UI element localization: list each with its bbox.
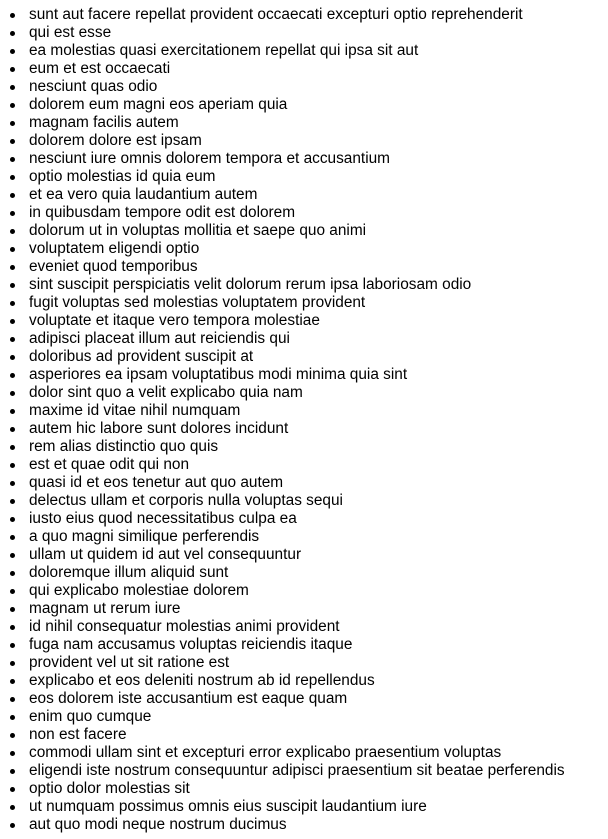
list-item <box>29 672 608 690</box>
list-item <box>29 618 608 636</box>
bullet-icon <box>10 247 15 252</box>
post-title: adipisci placeat illum aut reiciendis qui <box>29 330 290 347</box>
bullet-icon <box>10 715 15 720</box>
post-title: magnam facilis autem <box>29 114 179 131</box>
bullet-icon <box>10 265 15 270</box>
bullet-icon <box>10 229 15 234</box>
bullet-icon <box>10 823 15 828</box>
post-title: fuga nam accusamus voluptas reiciendis itaque <box>29 636 353 653</box>
list-item <box>29 600 608 618</box>
list-item <box>29 456 608 474</box>
list-item <box>29 132 608 150</box>
bullet-icon <box>10 535 15 540</box>
bullet-icon <box>10 409 15 414</box>
post-title: sunt aut facere repellat provident occaecati excepturi optio reprehenderit <box>29 6 523 23</box>
bullet-icon <box>10 553 15 558</box>
bullet-icon <box>10 733 15 738</box>
bullet-icon <box>10 625 15 630</box>
bullet-icon <box>10 697 15 702</box>
post-title: nesciunt iure omnis dolorem tempora et accusantium <box>29 150 390 167</box>
post-title: ullam ut quidem id aut vel consequuntur <box>29 546 302 563</box>
list-item <box>29 150 608 168</box>
bullet-icon <box>10 319 15 324</box>
post-title: optio molestias id quia eum <box>29 168 216 185</box>
bullet-icon <box>10 175 15 180</box>
post-title: et ea vero quia laudantium autem <box>29 186 258 203</box>
list-item <box>29 222 608 240</box>
post-title: explicabo et eos deleniti nostrum ab id repellendus <box>29 672 375 689</box>
bullet-icon <box>10 805 15 810</box>
bullet-icon <box>10 103 15 108</box>
post-title: dolorem eum magni eos aperiam quia <box>29 96 288 113</box>
list-item <box>29 384 608 402</box>
bullet-icon <box>10 337 15 342</box>
list-item <box>29 96 608 114</box>
post-title: dolorum ut in voluptas mollitia et saepe quo animi <box>29 222 367 239</box>
post-title: sint suscipit perspiciatis velit dolorum rerum ipsa laboriosam odio <box>29 276 472 293</box>
list-item <box>29 348 608 366</box>
list-item <box>29 258 608 276</box>
list-item <box>29 510 608 528</box>
list-item <box>29 546 608 564</box>
post-title: dolorem dolore est ipsam <box>29 132 202 149</box>
post-title: qui est esse <box>29 24 112 41</box>
list-item <box>29 474 608 492</box>
post-title: doloremque illum aliquid sunt <box>29 564 229 581</box>
list-item <box>29 708 608 726</box>
post-title: maxime id vitae nihil numquam <box>29 402 241 419</box>
list-item <box>29 438 608 456</box>
post-title: quasi id et eos tenetur aut quo autem <box>29 474 284 491</box>
bullet-icon <box>10 157 15 162</box>
post-title: aut quo modi neque nostrum ducimus <box>29 816 287 833</box>
list-item <box>29 654 608 672</box>
list-item <box>29 114 608 132</box>
post-title: qui explicabo molestiae dolorem <box>29 582 249 599</box>
list-item <box>29 60 608 78</box>
post-title: autem hic labore sunt dolores incidunt <box>29 420 289 437</box>
bullet-icon <box>10 301 15 306</box>
post-title: doloribus ad provident suscipit at <box>29 348 254 365</box>
bullet-icon <box>10 373 15 378</box>
bullet-icon <box>10 481 15 486</box>
list-item <box>29 186 608 204</box>
post-title: dolor sint quo a velit explicabo quia nam <box>29 384 303 401</box>
post-title: provident vel ut sit ratione est <box>29 654 230 671</box>
post-title: ut numquam possimus omnis eius suscipit laudantium iure <box>29 798 427 815</box>
bullet-icon <box>10 85 15 90</box>
list-item <box>29 744 608 762</box>
post-list <box>0 6 608 834</box>
post-title: delectus ullam et corporis nulla voluptas sequi <box>29 492 343 509</box>
post-title: fugit voluptas sed molestias voluptatem provident <box>29 294 366 311</box>
list-item <box>29 780 608 798</box>
list-item <box>29 816 608 834</box>
post-title: asperiores ea ipsam voluptatibus modi minima quia sint <box>29 366 408 383</box>
bullet-icon <box>10 571 15 576</box>
bullet-icon <box>10 661 15 666</box>
list-item <box>29 726 608 744</box>
list-item <box>29 312 608 330</box>
post-title: magnam ut rerum iure <box>29 600 181 617</box>
post-title: nesciunt quas odio <box>29 78 158 95</box>
bullet-icon <box>10 121 15 126</box>
bullet-icon <box>10 445 15 450</box>
bullet-icon <box>10 517 15 522</box>
post-title: non est facere <box>29 726 127 743</box>
bullet-icon <box>10 13 15 18</box>
list-item <box>29 240 608 258</box>
post-title: iusto eius quod necessitatibus culpa ea <box>29 510 297 527</box>
list-item <box>29 582 608 600</box>
bullet-icon <box>10 283 15 288</box>
bullet-icon <box>10 787 15 792</box>
list-item <box>29 78 608 96</box>
list-item <box>29 294 608 312</box>
post-title: rem alias distinctio quo quis <box>29 438 219 455</box>
bullet-icon <box>10 355 15 360</box>
bullet-icon <box>10 499 15 504</box>
list-item <box>29 636 608 654</box>
bullet-icon <box>10 193 15 198</box>
list-item <box>29 42 608 60</box>
bullet-icon <box>10 49 15 54</box>
post-title: a quo magni similique perferendis <box>29 528 260 545</box>
post-title: commodi ullam sint et excepturi error explicabo praesentium voluptas <box>29 744 502 761</box>
post-title: est et quae odit qui non <box>29 456 190 473</box>
post-title: enim quo cumque <box>29 708 152 725</box>
post-title: ea molestias quasi exercitationem repellat qui ipsa sit aut <box>29 42 419 59</box>
post-title: voluptate et itaque vero tempora molestiae <box>29 312 320 329</box>
bullet-icon <box>10 607 15 612</box>
list-item <box>29 276 608 294</box>
post-title: voluptatem eligendi optio <box>29 240 200 257</box>
bullet-icon <box>10 67 15 72</box>
list-item <box>29 762 608 780</box>
list-item <box>29 366 608 384</box>
list-item <box>29 528 608 546</box>
bullet-icon <box>10 427 15 432</box>
bullet-icon <box>10 391 15 396</box>
list-item <box>29 564 608 582</box>
post-title: optio dolor molestias sit <box>29 780 190 797</box>
list-item <box>29 402 608 420</box>
bullet-icon <box>10 679 15 684</box>
bullet-icon <box>10 211 15 216</box>
bullet-icon <box>10 769 15 774</box>
list-item <box>29 330 608 348</box>
list-item <box>29 690 608 708</box>
bullet-icon <box>10 463 15 468</box>
list-item <box>29 420 608 438</box>
bullet-icon <box>10 139 15 144</box>
bullet-icon <box>10 589 15 594</box>
post-title: eos dolorem iste accusantium est eaque quam <box>29 690 348 707</box>
post-title: id nihil consequatur molestias animi provident <box>29 618 340 635</box>
list-item <box>29 168 608 186</box>
list-item <box>29 798 608 816</box>
post-title: eveniet quod temporibus <box>29 258 198 275</box>
post-title: eligendi iste nostrum consequuntur adipisci praesentium sit beatae perferendis <box>29 762 565 779</box>
list-item <box>29 24 608 42</box>
list-item <box>29 492 608 510</box>
bullet-icon <box>10 31 15 36</box>
bullet-icon <box>10 643 15 648</box>
list-item <box>29 6 608 24</box>
list-item <box>29 204 608 222</box>
post-title: eum et est occaecati <box>29 60 171 77</box>
post-title: in quibusdam tempore odit est dolorem <box>29 204 296 221</box>
bullet-icon <box>10 751 15 756</box>
